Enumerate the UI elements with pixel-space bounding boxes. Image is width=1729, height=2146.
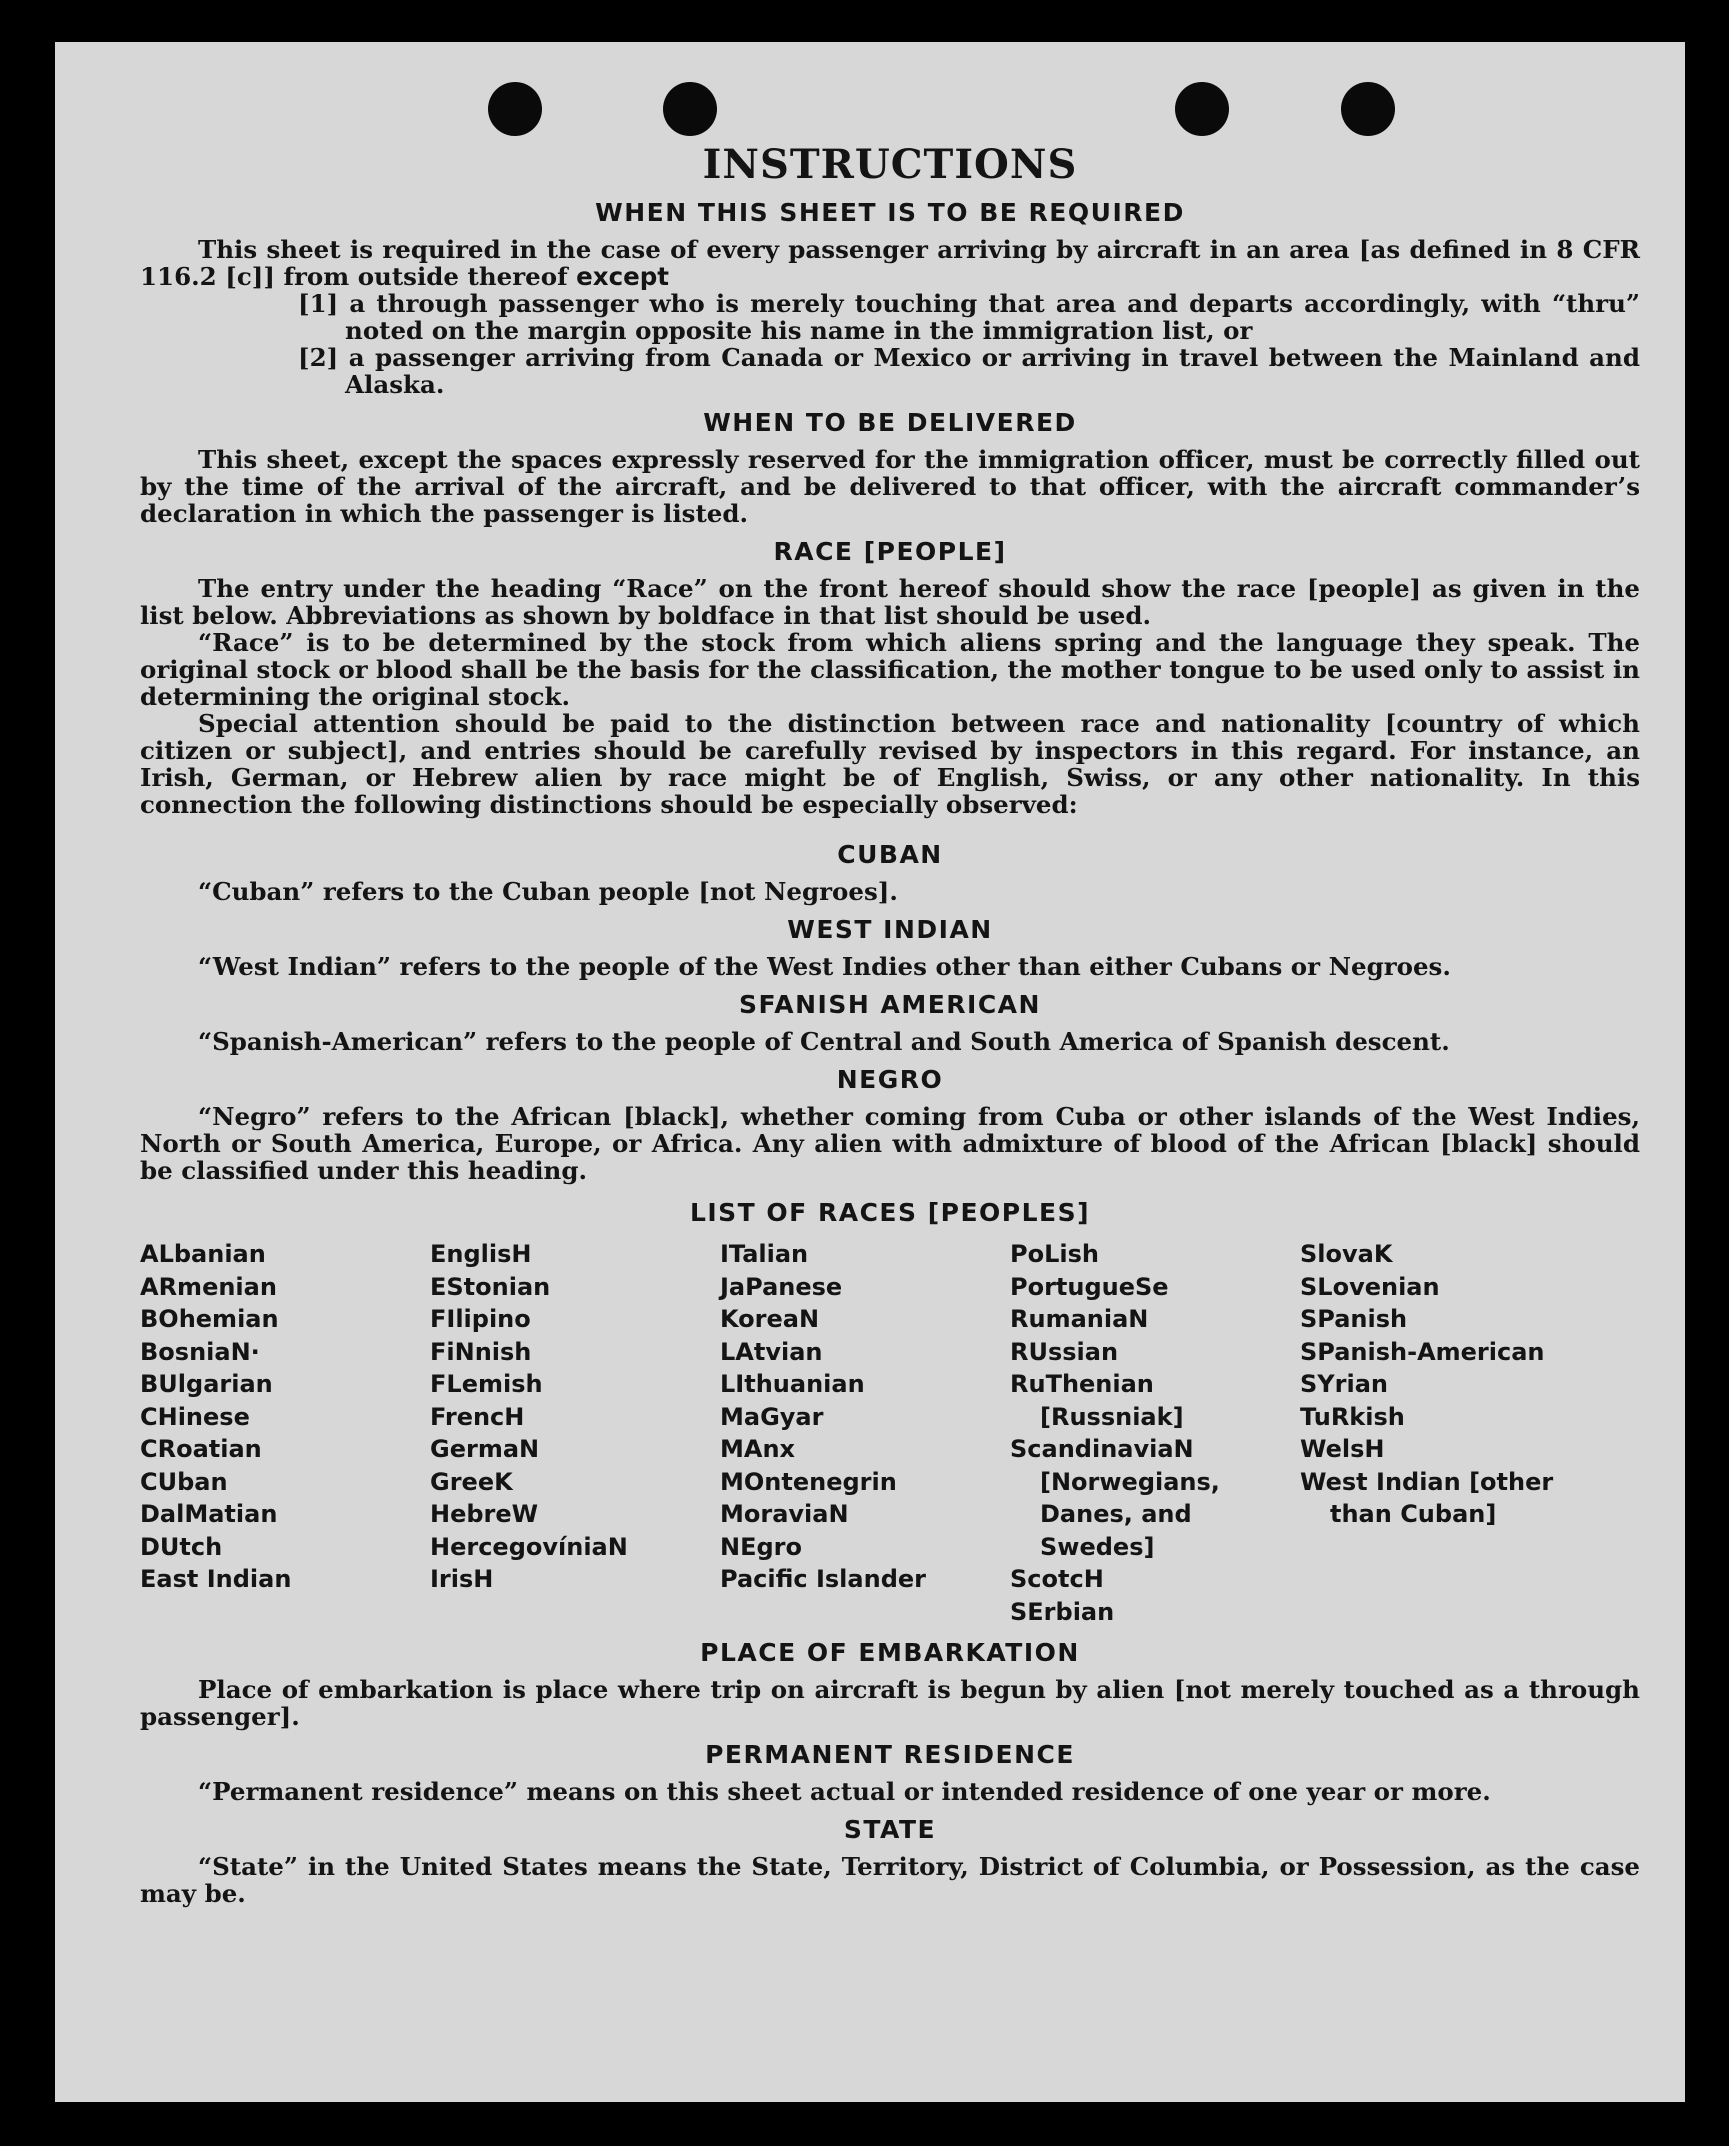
- race-item: GreeK: [430, 1467, 513, 1496]
- heading-cuban: CUBAN: [837, 840, 943, 869]
- race-item: ARmenian: [140, 1272, 277, 1301]
- punch-hole: [663, 82, 717, 136]
- race-item: KoreaN: [720, 1305, 820, 1333]
- race-item: MaGyar: [720, 1402, 824, 1431]
- heading-race: RACE [PEOPLE]: [773, 537, 1007, 566]
- heading-list-of-races: LIST OF RACES [PEOPLES]: [689, 1198, 1091, 1227]
- races-column-2: [430, 1238, 720, 1628]
- race-item: PoLish: [1010, 1240, 1099, 1268]
- race-item: RumaniaN: [1010, 1305, 1149, 1333]
- heading-place-of-embarkation: PLACE OF EMBARKATION: [700, 1638, 1080, 1667]
- race-item: BOhemian: [140, 1305, 279, 1333]
- race-item: MAnx: [720, 1435, 796, 1463]
- cuban-text: “Cuban” refers to the Cuban people [not Negroes].: [198, 877, 898, 906]
- race-item: ALbanian: [140, 1240, 266, 1268]
- races-column-1: [140, 1238, 430, 1628]
- state-text: “State” in the United States means the State, Territory, District of Columbia, or Possession, as the case may be.: [140, 1852, 1640, 1908]
- heading-negro: NEGRO: [836, 1065, 944, 1094]
- race-item: Pacific Islander: [720, 1565, 926, 1593]
- race-item: NEgro: [720, 1532, 802, 1561]
- west-indian-text: “West Indian” refers to the people of the West Indies other than either Cubans or Negroes.: [198, 952, 1451, 981]
- race-item: HercegovíniaN: [430, 1532, 628, 1561]
- heading-when-delivered: WHEN TO BE DELIVERED: [703, 408, 1077, 437]
- punch-hole: [1175, 82, 1229, 136]
- race-item: FrencH: [430, 1402, 525, 1431]
- race-item: GermaN: [430, 1435, 540, 1463]
- race-item: SYrian: [1300, 1370, 1389, 1398]
- race-item: ITalian: [720, 1240, 809, 1268]
- races-column-5: [1300, 1238, 1590, 1628]
- when-required-item-1: [1] a through passenger who is merely touching that area and departs accordingly, with “thru” noted on the margin opposite his name in the immigration list, or: [298, 289, 1640, 345]
- race-item: RuThenian [Russniak]: [1010, 1370, 1184, 1431]
- race-item: MOntenegrin: [720, 1467, 897, 1496]
- document-sheet: [55, 42, 1685, 2102]
- race-paragraph-2: “Race” is to be determined by the stock from which aliens spring and the language they speak. The original stock or blood shall be the basis for the classification, the mother tongue to be used only to assist in determining the original stock.: [140, 628, 1640, 711]
- race-paragraph-3: Special attention should be paid to the distinction between race and nationality [country of which citizen or subject], and entries should be carefully revised by inspectors in this regard. For instance, an Irish, German, or Hebrew alien by race might be of English, Swiss, or any other nationality. In this connection the following distinctions should be especially observed:: [140, 709, 1640, 819]
- race-item: HebreW: [430, 1500, 539, 1528]
- race-item: FiNnish: [430, 1337, 532, 1366]
- heading-state: STATE: [843, 1815, 937, 1844]
- races-list: [140, 1238, 1640, 1628]
- race-item: LAtvian: [720, 1337, 823, 1366]
- race-item: EnglisH: [430, 1240, 532, 1268]
- race-item: CRoatian: [140, 1435, 262, 1463]
- heading-when-required: WHEN THIS SHEET IS TO BE REQUIRED: [595, 198, 1185, 227]
- races-column-4: [1010, 1238, 1300, 1628]
- race-item: ScotcH: [1010, 1565, 1104, 1593]
- race-item: WelsH: [1300, 1435, 1385, 1463]
- race-item: IrisH: [430, 1565, 494, 1593]
- race-item: SPanish-American: [1300, 1337, 1545, 1366]
- instructions-content: [140, 142, 1640, 1907]
- embarkation-text: Place of embarkation is place where trip on aircraft is begun by alien [not merely touched as a through passenger].: [140, 1675, 1640, 1731]
- negro-text: “Negro” refers to the African [black], whether coming from Cuba or other islands of the West Indies, North or South America, Europe, or Africa. Any alien with admixture of blood of the African [black] should be classified under this heading.: [140, 1102, 1640, 1185]
- race-item: BUlgarian: [140, 1370, 273, 1398]
- punch-hole: [1341, 82, 1395, 136]
- race-item: RUssian: [1010, 1337, 1119, 1366]
- race-item: MoraviaN: [720, 1500, 849, 1528]
- race-item: SPanish: [1300, 1305, 1408, 1333]
- race-item: CUban: [140, 1467, 228, 1496]
- heading-west-indian: WEST INDIAN: [787, 915, 993, 944]
- heading-permanent-residence: PERMANENT RESIDENCE: [705, 1740, 1075, 1769]
- races-column-3: [720, 1238, 1010, 1628]
- when-required-text: This sheet is required in the case of every passenger arriving by aircraft in an area [as defined in 8 CFR 116.2 [c]] from outside thereof except: [140, 235, 1640, 291]
- race-item: BosniaN·: [140, 1337, 260, 1366]
- race-item: EStonian: [430, 1272, 551, 1301]
- race-item: DUtch: [140, 1532, 223, 1561]
- except-emphasis: except: [576, 262, 669, 291]
- when-required-item-2: [2] a passenger arriving from Canada or Mexico or arriving in travel between the Mainland and Alaska.: [298, 343, 1640, 399]
- race-item: LIthuanian: [720, 1370, 865, 1398]
- race-item: TuRkish: [1300, 1402, 1405, 1431]
- race-item: SlovaK: [1300, 1240, 1393, 1268]
- spanish-american-text: “Spanish-American” refers to the people of Central and South America of Spanish descent.: [198, 1027, 1450, 1056]
- residence-text: “Permanent residence” means on this sheet actual or intended residence of one year or more.: [198, 1777, 1491, 1806]
- heading-spanish-american: SFANISH AMERICAN: [739, 990, 1041, 1019]
- race-paragraph-1: The entry under the heading “Race” on the front hereof should show the race [people] as given in the list below. Abbreviations as shown by boldface in that list should be used.: [140, 574, 1640, 630]
- race-item: CHinese: [140, 1402, 250, 1431]
- race-item: SLovenian: [1300, 1272, 1440, 1301]
- race-item: PortugueSe: [1010, 1272, 1169, 1301]
- page-title: INSTRUCTIONS: [702, 141, 1078, 188]
- punch-hole: [488, 82, 542, 136]
- race-item: FLemish: [430, 1370, 543, 1398]
- race-item: ScandinaviaN [Norwegians, Danes, and Swedes]: [1010, 1435, 1220, 1561]
- race-item: East Indian: [140, 1565, 292, 1593]
- when-delivered-text: This sheet, except the spaces expressly reserved for the immigration officer, must be correctly filled out by the time of the arrival of the aircraft, and be delivered to that officer, with the aircraft commander’s declaration in which the passenger is listed.: [140, 445, 1640, 528]
- race-item: West Indian [other than Cuban]: [1300, 1467, 1554, 1528]
- race-item: JaPanese: [720, 1272, 843, 1301]
- race-item: SErbian: [1010, 1597, 1115, 1626]
- race-item: DalMatian: [140, 1500, 278, 1528]
- race-item: FIlipino: [430, 1305, 531, 1333]
